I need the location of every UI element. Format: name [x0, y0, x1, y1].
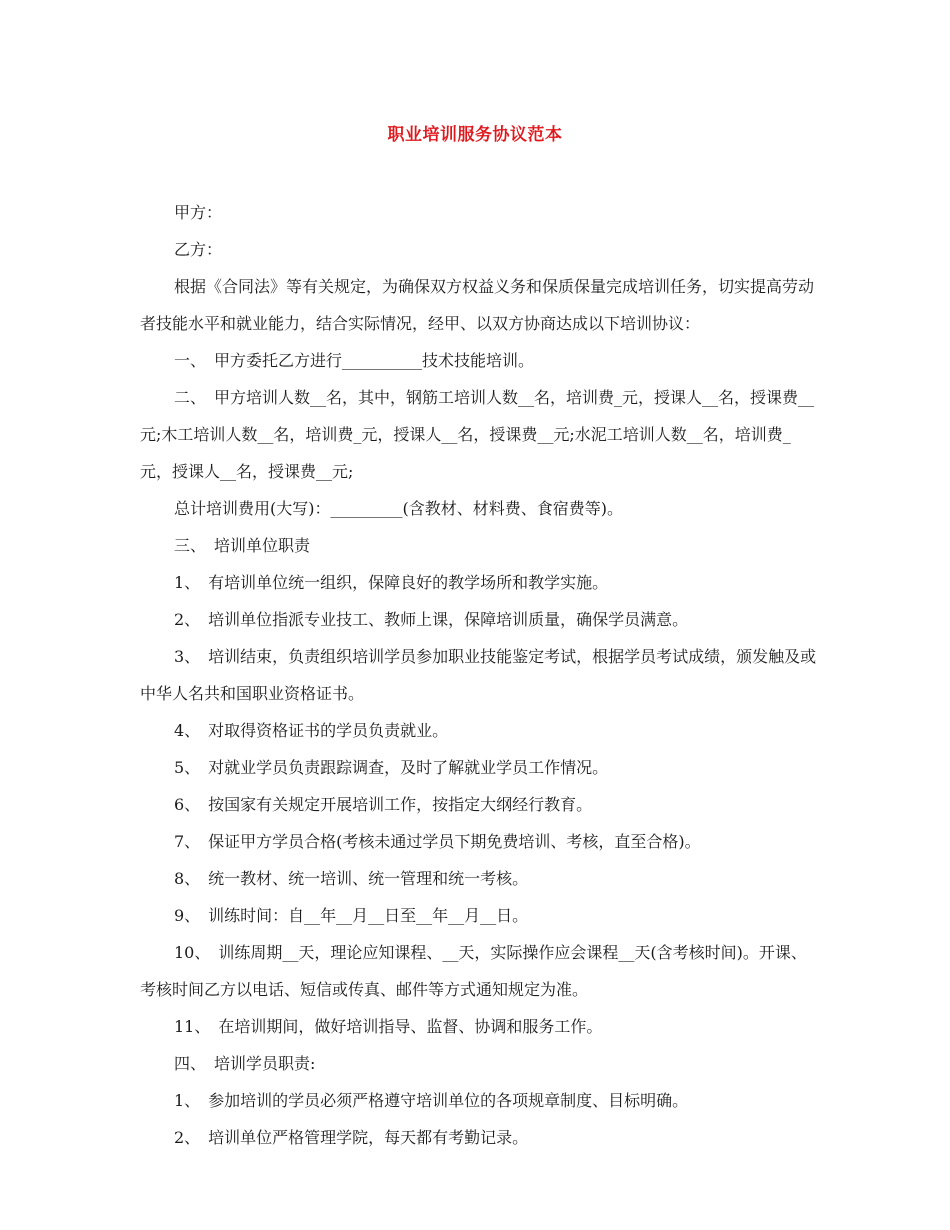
section-3-heading: 三、 培训单位职责 [174, 536, 311, 555]
section-3-item-7: 7、 保证甲方学员合格(考核未通过学员下期免费培训、考核，直至合格)。 [174, 832, 701, 851]
section-4-heading: 四、 培训学员职责: [174, 1054, 316, 1073]
section-3-item-10: 10、 训练周期__天，理论应知课程、__天，实际操作应会课程__天(含考核时间)。开课、考核时间乙方以电话、短信或传真、邮件等方式通知规定为准。 [140, 943, 807, 999]
clause-2: 二、 甲方培训人数__名，其中，钢筋工培训人数__名，培训费_元，授课人__名，授课费__元;木工培训人数__名，培训费_元，授课人__名，授课费__元;水泥工培训人数__名，培训费_元，授课人__名，授课费__元; [140, 388, 815, 481]
section-3-item-9: 9、 训练时间：自__年__月__日至__年__月__日。 [174, 906, 529, 925]
section-3-item-8: 8、 统一教材、统一培训、统一管理和统一考核。 [174, 869, 529, 888]
document-body [140, 194, 820, 1156]
section-3-item-6: 6、 按国家有关规定开展培训工作，按指定大纲经行教育。 [174, 795, 593, 814]
section-3-item-1: 1、 有培训单位统一组织，保障良好的教学场所和教学实施。 [174, 573, 609, 592]
party-b-line: 乙方： [174, 240, 223, 259]
section-3-item-5: 5、 对就业学员负责跟踪调查，及时了解就业学员工作情况。 [174, 758, 609, 777]
document-title: 职业培训服务协议范本 [387, 125, 563, 145]
section-3-item-2: 2、 培训单位指派专业技工、教师上课，保障培训质量，确保学员满意。 [174, 610, 689, 629]
section-3-item-4: 4、 对取得资格证书的学员负责就业。 [174, 721, 449, 740]
preamble-paragraph: 根据《合同法》等有关规定，为确保双方权益义务和保质保量完成培训任务，切实提高劳动者技能水平和就业能力，结合实际情况，经甲、以双方协商达成以下培训协议： [140, 277, 815, 333]
party-a-line: 甲方： [174, 203, 223, 222]
section-3-item-11: 11、 在培训期间，做好培训指导、监督、协调和服务工作。 [174, 1017, 603, 1036]
section-3-item-3: 3、 培训结束，负责组织培训学员参加职业技能鉴定考试，根据学员考试成绩，颁发触及或中华人名共和国职业资格证书。 [140, 647, 817, 703]
clause-1: 一、 甲方委托乙方进行__________技术技能培训。 [174, 351, 535, 370]
section-4-item-1: 1、 参加培训的学员必须严格遵守培训单位的各项规章制度、目标明确。 [174, 1091, 689, 1110]
total-fee-line: 总计培训费用(大写)：_________(含教材、材料费、食宿费等)。 [174, 499, 623, 518]
section-4-item-2: 2、 培训单位严格管理学院，每天都有考勤记录。 [174, 1128, 529, 1147]
